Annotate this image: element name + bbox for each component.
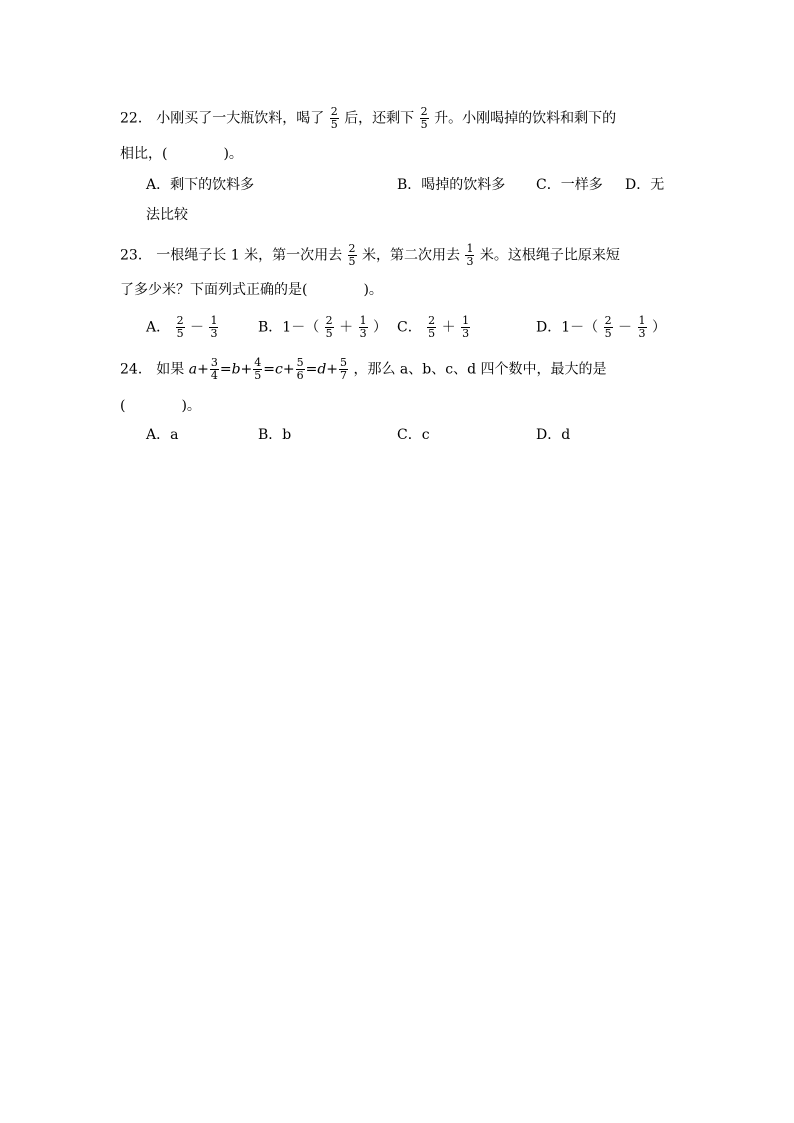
question-text: 小刚买了一大瓶饮料，喝了 xyxy=(156,110,325,127)
q24-option-b: B．b xyxy=(258,427,292,443)
q22-option-c: C．一样多 xyxy=(536,177,603,193)
q23-option-c xyxy=(397,315,471,340)
operator: + xyxy=(326,361,339,378)
q23-option-d xyxy=(536,315,666,340)
numerator: 2 xyxy=(348,242,356,255)
variable: a xyxy=(188,361,198,378)
numerator: 2 xyxy=(604,314,612,327)
close-paren: ） xyxy=(373,319,388,336)
q22-option-a: A．剩下的饮料多 xyxy=(146,177,255,193)
operator: + xyxy=(282,361,295,378)
q24-line2: ( )。 xyxy=(120,398,201,414)
fraction xyxy=(325,315,334,340)
q22-option-b: B．喝掉的饮料多 xyxy=(397,177,506,193)
fraction xyxy=(296,357,305,382)
denominator: 5 xyxy=(330,118,338,131)
numerator: 2 xyxy=(420,105,428,118)
q22-option-d: D．无 xyxy=(625,177,665,193)
denominator: 3 xyxy=(210,327,218,340)
q23-line2: 了多少米？下面列式正确的是( )。 xyxy=(120,282,383,298)
fraction xyxy=(348,243,357,268)
q22-option-d-continued: 法比较 xyxy=(146,207,188,223)
question-number: 22． xyxy=(120,110,152,127)
question-number: 23． xyxy=(120,247,152,264)
fraction xyxy=(427,315,436,340)
question-text: 如果 xyxy=(156,361,185,378)
fraction xyxy=(604,315,613,340)
numerator: 1 xyxy=(466,242,474,255)
operator: ＋ xyxy=(339,319,354,336)
operator: + xyxy=(197,361,209,378)
denominator: 3 xyxy=(638,327,646,340)
numerator: 2 xyxy=(428,314,436,327)
denominator: 5 xyxy=(325,327,333,340)
q24-option-c: C．c xyxy=(397,427,430,443)
fraction xyxy=(339,357,348,382)
denominator: 6 xyxy=(296,369,304,382)
denominator: 5 xyxy=(428,327,436,340)
denominator: 5 xyxy=(176,327,184,340)
q22-line2: 相比，( )。 xyxy=(120,146,243,162)
operator: ＋ xyxy=(441,319,456,336)
fraction xyxy=(210,357,219,382)
numerator: 1 xyxy=(638,314,646,327)
variable: d xyxy=(317,361,327,378)
option-label: C． xyxy=(397,319,422,336)
question-text: 一根绳子长 1 米，第一次用去 xyxy=(156,247,343,264)
numerator: 1 xyxy=(210,314,218,327)
q22-line1 xyxy=(120,106,616,131)
denominator: 5 xyxy=(604,327,612,340)
variable: c xyxy=(275,361,283,378)
numerator: 1 xyxy=(462,314,470,327)
denominator: 5 xyxy=(348,255,356,268)
denominator: 5 xyxy=(420,118,428,131)
denominator: 3 xyxy=(462,327,470,340)
question-text: 米，第二次用去 xyxy=(362,247,460,264)
numerator: 2 xyxy=(325,314,333,327)
fraction xyxy=(420,106,429,131)
denominator: 4 xyxy=(210,369,218,382)
numerator: 3 xyxy=(210,356,218,369)
fraction xyxy=(359,315,368,340)
question-text: 后，还剩下 xyxy=(344,110,415,127)
operator: － xyxy=(618,319,633,336)
question-text: 米。这根绳子比原来短 xyxy=(479,247,620,264)
question-text: ，那么 a、b、c、d 四个数中，最大的是 xyxy=(353,361,607,378)
close-paren: ） xyxy=(651,319,666,336)
question-text: 升。小刚喝掉的饮料和剩下的 xyxy=(434,110,617,127)
option-label: D．1－（ xyxy=(536,319,599,336)
option-label: B．1－（ xyxy=(258,319,320,336)
operator: + xyxy=(240,361,253,378)
fraction xyxy=(330,106,339,131)
numerator: 2 xyxy=(330,105,338,118)
numerator: 2 xyxy=(176,314,184,327)
option-label: A． xyxy=(146,319,171,336)
numerator: 4 xyxy=(254,356,262,369)
q23-option-a xyxy=(146,315,219,340)
fraction xyxy=(465,243,474,268)
q24-option-a: A．a xyxy=(146,427,179,443)
fraction xyxy=(253,357,262,382)
q24-line1 xyxy=(120,357,606,382)
q23-option-b xyxy=(258,315,387,340)
numerator: 1 xyxy=(359,314,367,327)
denominator: 5 xyxy=(254,369,262,382)
denominator: 3 xyxy=(466,255,474,268)
fraction xyxy=(176,315,185,340)
numerator: 5 xyxy=(296,356,304,369)
denominator: 3 xyxy=(359,327,367,340)
variable: b xyxy=(231,361,241,378)
q23-line1 xyxy=(120,243,620,268)
fraction xyxy=(209,315,218,340)
fraction xyxy=(461,315,470,340)
numerator: 5 xyxy=(340,356,348,369)
question-number: 24． xyxy=(120,361,152,378)
operator: = xyxy=(305,361,318,378)
operator: = xyxy=(219,361,232,378)
operator: － xyxy=(190,319,205,336)
operator: = xyxy=(263,361,275,378)
denominator: 7 xyxy=(340,369,348,382)
q24-option-d: D．d xyxy=(536,427,571,443)
fraction xyxy=(638,315,647,340)
